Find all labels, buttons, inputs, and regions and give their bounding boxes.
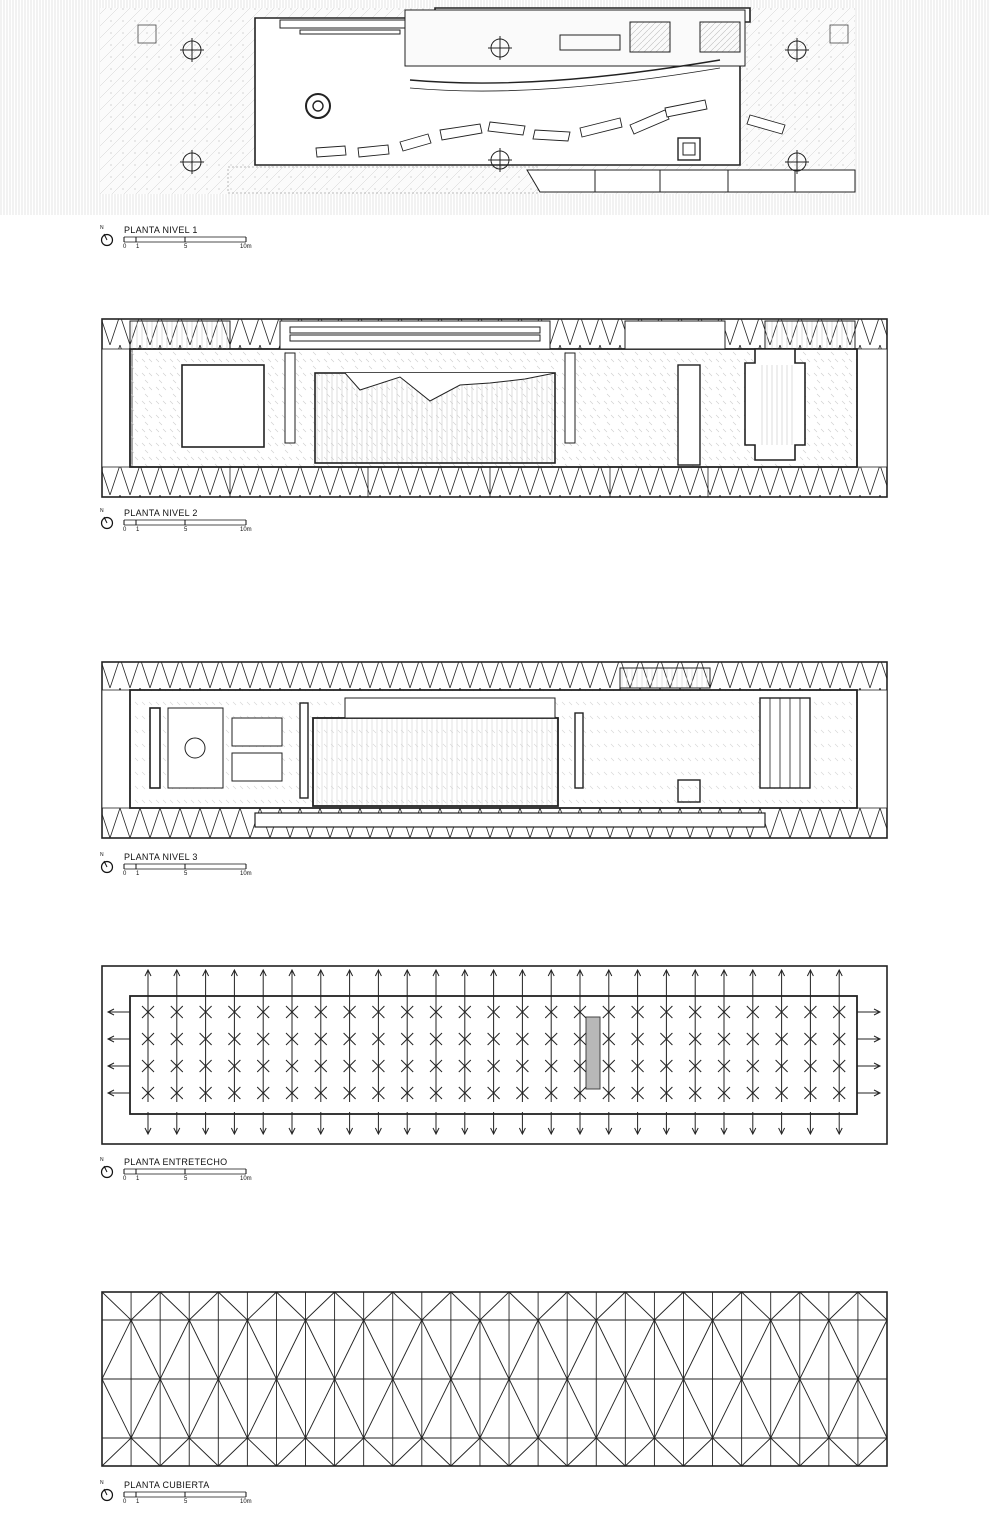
scale-bar bbox=[122, 1489, 252, 1499]
floor-plan-level-2-drawing bbox=[0, 315, 990, 500]
scale-tick: 1 bbox=[136, 871, 140, 877]
scale-tick: 1 bbox=[136, 527, 140, 533]
plan-cubierta bbox=[0, 1290, 990, 1468]
drawing-title-cubierta: PLANTA CUBIERTA bbox=[124, 1480, 210, 1490]
north-label: N bbox=[100, 225, 104, 231]
drawing-title-entretecho: PLANTA ENTRETECHO bbox=[124, 1157, 228, 1167]
floor-plan-level-1-drawing bbox=[0, 0, 990, 215]
scale-tick: 10m bbox=[240, 871, 252, 877]
scale-tick: 10m bbox=[240, 244, 252, 250]
drawing-title-nivel-3: PLANTA NIVEL 3 bbox=[124, 852, 198, 862]
caption-nivel-2 bbox=[100, 508, 300, 542]
north-arrow-icon bbox=[100, 514, 118, 532]
north-label: N bbox=[100, 1157, 104, 1163]
plan-nivel-2 bbox=[0, 315, 990, 500]
scale-tick: 5 bbox=[184, 1176, 188, 1182]
north-arrow-icon bbox=[100, 1486, 118, 1504]
north-arrow-icon bbox=[100, 231, 118, 249]
plan-nivel-1 bbox=[0, 0, 990, 215]
north-arrow-icon bbox=[100, 1163, 118, 1181]
scale-bar bbox=[122, 234, 252, 244]
scale-tick: 0 bbox=[123, 1499, 127, 1505]
north-label: N bbox=[100, 852, 104, 858]
plan-nivel-3 bbox=[0, 658, 990, 841]
scale-tick: 0 bbox=[123, 1176, 127, 1182]
scale-bar bbox=[122, 517, 252, 527]
north-label: N bbox=[100, 1480, 104, 1486]
scale-tick: 5 bbox=[184, 244, 188, 250]
scale-tick: 0 bbox=[123, 244, 127, 250]
drawing-title-nivel-2: PLANTA NIVEL 2 bbox=[124, 508, 198, 518]
scale-tick: 0 bbox=[123, 871, 127, 877]
scale-bar bbox=[122, 1166, 252, 1176]
plan-entretecho bbox=[0, 962, 990, 1147]
caption-nivel-1 bbox=[100, 225, 300, 259]
scale-bar bbox=[122, 861, 252, 871]
scale-tick: 5 bbox=[184, 871, 188, 877]
scale-tick: 5 bbox=[184, 527, 188, 533]
drawing-title-nivel-1: PLANTA NIVEL 1 bbox=[124, 225, 198, 235]
ceiling-plan-drawing bbox=[0, 962, 990, 1147]
scale-tick: 10m bbox=[240, 1176, 252, 1182]
scale-tick: 10m bbox=[240, 1499, 252, 1505]
scale-tick: 1 bbox=[136, 244, 140, 250]
caption-nivel-3 bbox=[100, 852, 300, 886]
caption-cubierta bbox=[100, 1480, 300, 1514]
scale-tick: 5 bbox=[184, 1499, 188, 1505]
caption-entretecho bbox=[100, 1157, 300, 1191]
scale-tick: 10m bbox=[240, 527, 252, 533]
scale-tick: 0 bbox=[123, 527, 127, 533]
roof-plan-drawing bbox=[0, 1290, 990, 1468]
scale-tick: 1 bbox=[136, 1176, 140, 1182]
scale-tick: 1 bbox=[136, 1499, 140, 1505]
north-arrow-icon bbox=[100, 858, 118, 876]
floor-plan-level-3-drawing bbox=[0, 658, 990, 841]
north-label: N bbox=[100, 508, 104, 514]
